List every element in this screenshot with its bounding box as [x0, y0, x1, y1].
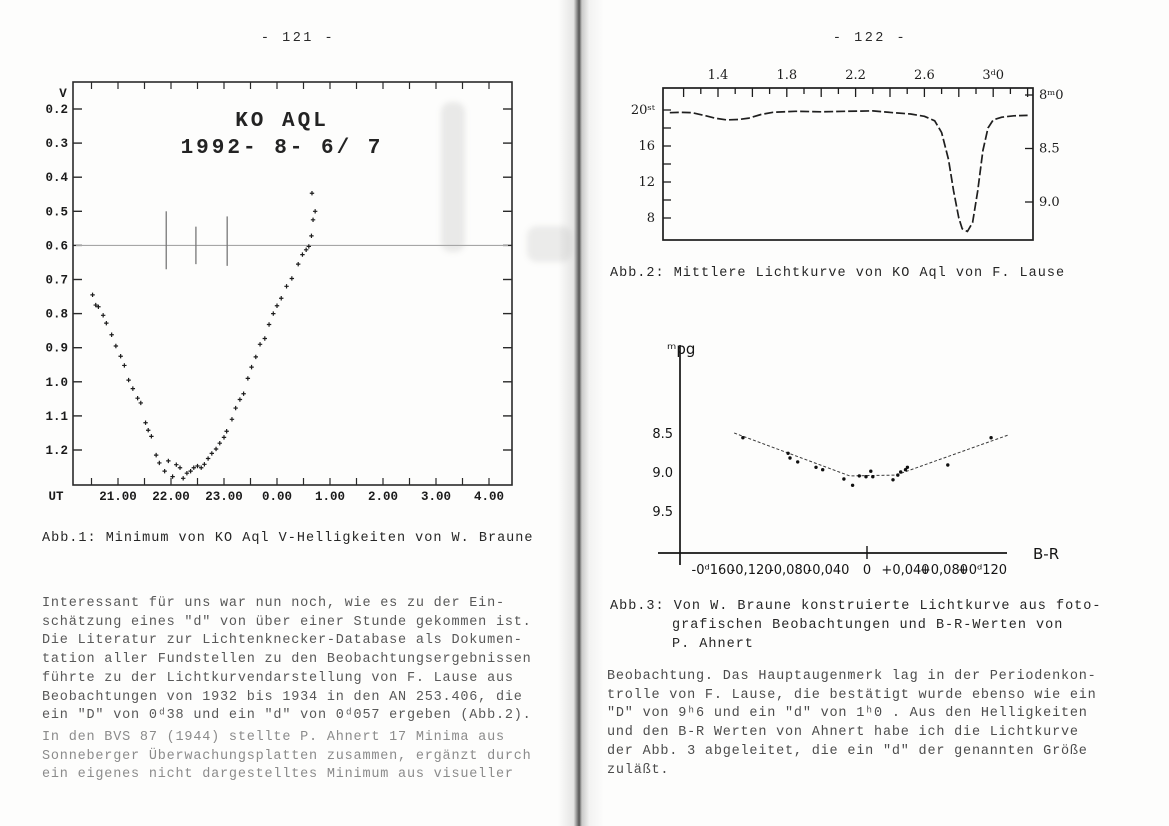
text-line: Abb.3: Von W. Braune konstruierte Lichtkurve aus foto-	[610, 599, 1102, 614]
svg-text:+0,080: +0,080	[919, 563, 969, 578]
svg-text:8.5: 8.5	[652, 427, 673, 442]
svg-text:16: 16	[638, 139, 655, 154]
svg-text:KO AQL: KO AQL	[235, 110, 329, 133]
text-line: Sonneberger Überwachungsplatten zusammen, ergänzt durch	[42, 748, 532, 764]
svg-text:0.2: 0.2	[45, 103, 68, 117]
svg-text:0.7: 0.7	[45, 273, 68, 288]
svg-text:2.6: 2.6	[914, 68, 935, 83]
text-line: ein eigenes nicht dargestelltes Minimum aus visueller	[42, 767, 514, 783]
paragraph-1	[42, 595, 532, 726]
svg-text:9.0: 9.0	[652, 466, 673, 481]
svg-text:0.4: 0.4	[45, 171, 68, 186]
text-line: Beobachtungen von 1932 bis 1934 in den AN 253.406, die	[42, 689, 523, 705]
text-line: "D" von 9ʰ6 und ein "d" von 1ʰ0 . Aus den Helligkeiten	[607, 706, 1088, 722]
svg-text:-0,080: -0,080	[769, 563, 812, 578]
text-line: schätzung eines "d" von über einer Stunde gekommen ist.	[42, 614, 532, 630]
svg-text:0.5: 0.5	[45, 205, 68, 220]
svg-text:4.00: 4.00	[473, 490, 505, 504]
svg-text:22.00: 22.00	[152, 490, 190, 504]
abb2-caption: Abb.2: Mittlere Lichtkurve von KO Aql von F. Lause	[610, 266, 1066, 281]
abb3-light-curve-chart	[595, 330, 1169, 592]
svg-text:0.8: 0.8	[45, 307, 68, 322]
svg-text:12: 12	[638, 175, 655, 190]
svg-text:20ˢᵗ: 20ˢᵗ	[630, 103, 655, 118]
text-line: P. Ahnert	[672, 637, 754, 652]
svg-text:9.5: 9.5	[652, 505, 673, 520]
svg-text:ᵐpg: ᵐpg	[667, 340, 696, 358]
svg-text:0.00: 0.00	[261, 490, 293, 504]
abb2-light-curve-chart	[595, 55, 1169, 260]
svg-text:8: 8	[646, 211, 655, 226]
svg-text:21.00: 21.00	[99, 490, 137, 504]
page-number-left: - 121 -	[260, 31, 336, 46]
text-line: und den B-R Werten von Ahnert habe ich die Lichtkurve	[607, 725, 1079, 741]
svg-text:23.00: 23.00	[205, 490, 243, 504]
text-line: grafischen Beobachtungen und B-R-Werten von	[672, 618, 1064, 633]
svg-text:B-R: B-R	[1033, 545, 1060, 563]
svg-text:8ᵐ0: 8ᵐ0	[1039, 88, 1064, 103]
svg-text:0: 0	[862, 563, 872, 578]
svg-text:0.6: 0.6	[45, 239, 68, 254]
text-line: zuläßt.	[607, 762, 670, 778]
svg-text:-0,040: -0,040	[807, 563, 850, 578]
svg-text:2.2: 2.2	[845, 68, 866, 83]
text-line: ein "D" von 0ᵈ38 und ein "d" von 0ᵈ057 ergeben (Abb.2).	[42, 708, 532, 724]
text-line: der Abb. 3 abgeleitet, die ein "d" der genannten Größe	[607, 743, 1088, 759]
abb1-light-curve-chart	[30, 60, 570, 515]
svg-text:1992- 8- 6/ 7: 1992- 8- 6/ 7	[180, 137, 384, 160]
text-line: In den BVS 87 (1944) stellte P. Ahnert 17 Minima aus	[42, 730, 505, 745]
svg-text:+0ᵈ120: +0ᵈ120	[957, 563, 1008, 578]
svg-text:0.9: 0.9	[45, 341, 68, 356]
svg-text:1.1: 1.1	[45, 409, 68, 424]
svg-text:+0,040: +0,040	[881, 563, 930, 578]
svg-text:1.0: 1.0	[45, 375, 68, 390]
text-line: Beobachtung. Das Hauptaugenmerk lag in der Periodenkon-	[607, 669, 1097, 684]
svg-text:8.5: 8.5	[1039, 141, 1060, 157]
svg-text:-0ᵈ160: -0ᵈ160	[691, 563, 735, 578]
svg-text:1.8: 1.8	[776, 68, 798, 83]
paragraph-2	[42, 729, 532, 785]
abb1-caption: Abb.1: Minimum von KO Aql V-Helligkeiten von W. Braune	[42, 531, 534, 546]
text-line: führte zu der Lichtkurvendarstellung von F. Lause aus	[42, 670, 514, 686]
svg-text:3ᵈ0: 3ᵈ0	[982, 68, 1005, 83]
paragraph-3	[607, 668, 1097, 780]
svg-text:2.00: 2.00	[367, 490, 399, 504]
svg-text:1.2: 1.2	[45, 444, 68, 458]
svg-text:1.4: 1.4	[707, 68, 729, 83]
svg-text:0.3: 0.3	[45, 137, 68, 152]
page-number-right: - 122 -	[832, 31, 908, 46]
svg-text:9.0: 9.0	[1039, 195, 1060, 210]
svg-text:V: V	[59, 87, 67, 101]
svg-text:1.00: 1.00	[314, 490, 346, 504]
svg-text:3.00: 3.00	[420, 490, 452, 504]
text-line: tation aller Fundstellen zu den Beobachtungsergebnissen	[42, 652, 532, 668]
svg-text:-0,120: -0,120	[730, 563, 773, 578]
text-line: Die Literatur zur Lichtenknecker-Database als Dokumen-	[42, 633, 523, 649]
abb3-caption	[610, 597, 1101, 654]
text-line: Interessant für uns war nun noch, wie es zu der Ein-	[42, 596, 505, 611]
text-line: trolle von F. Lause, die bestätigt wurde ebenso wie ein	[607, 687, 1097, 703]
svg-text:UT: UT	[48, 490, 64, 504]
